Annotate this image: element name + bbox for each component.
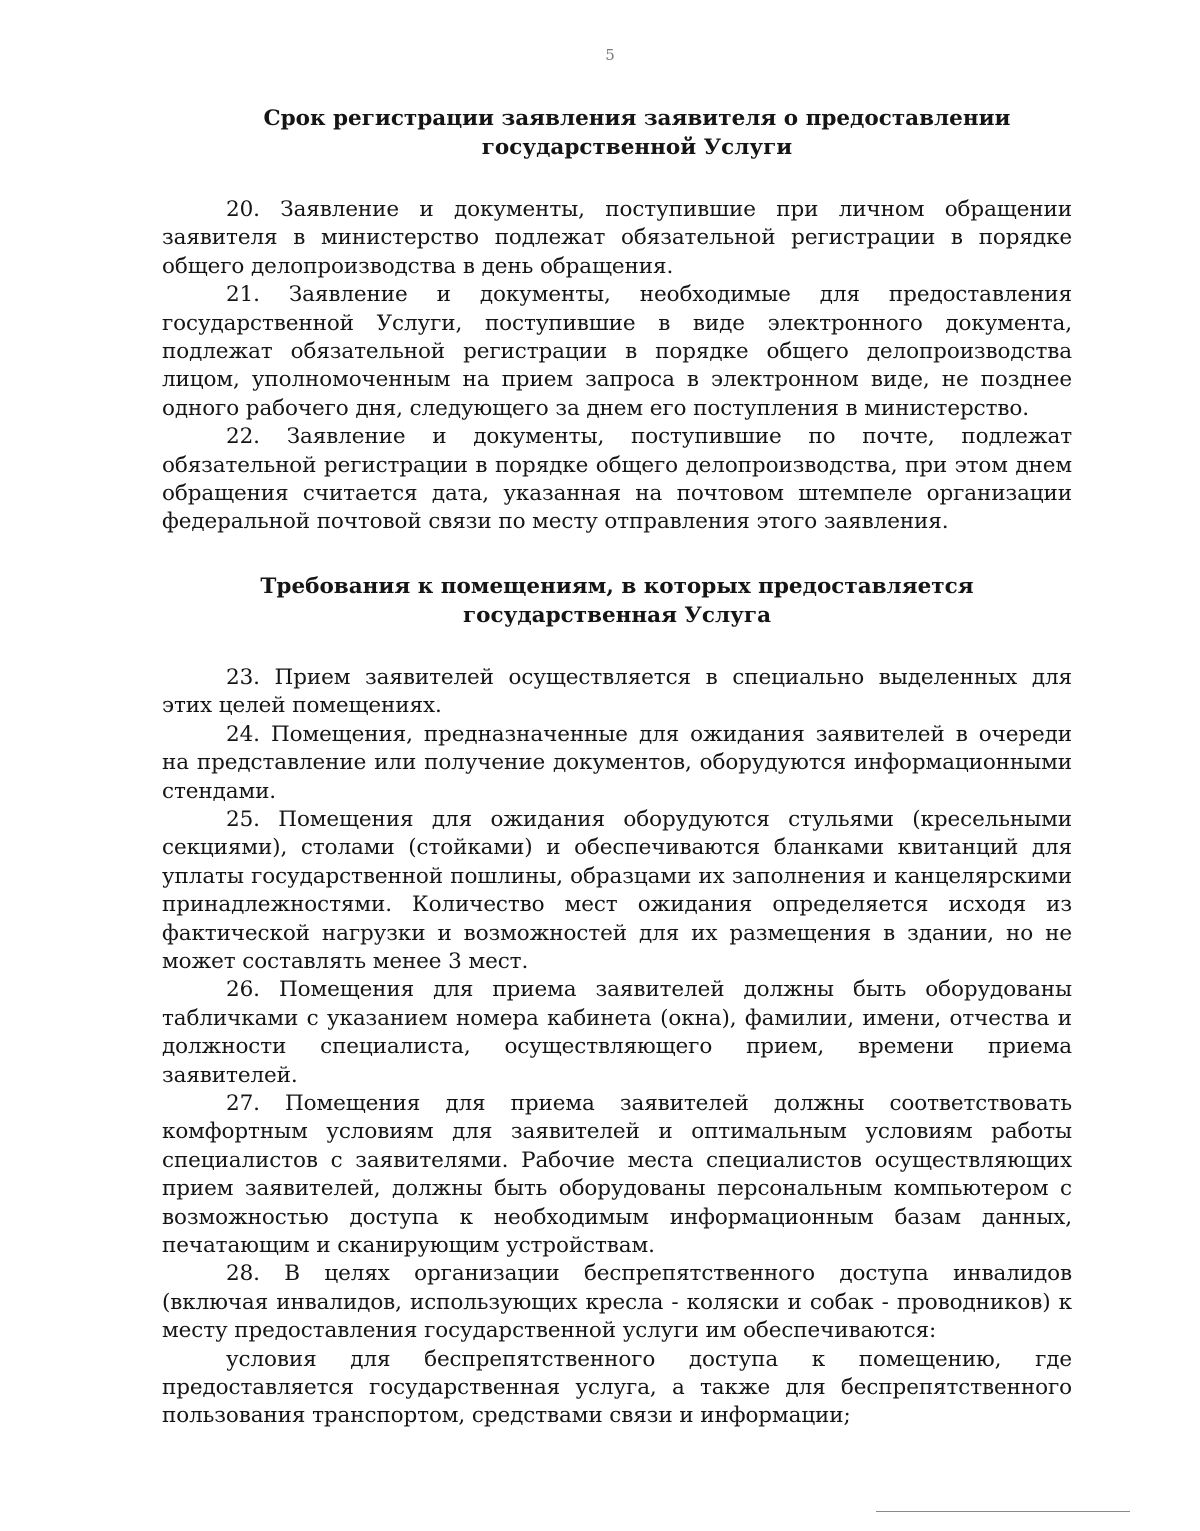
paragraph-22: 22. Заявление и документы, поступившие по почте, подлежат обязательной регистрации в порядке общего делопроизводства, при этом днем обращения считается дата, указанная на почтовом штемпеле организации федеральной почтовой связи по месту отправления этого заявления. — [162, 424, 1072, 535]
document-body — [162, 104, 1072, 1431]
footer-divider — [876, 1511, 1130, 1512]
paragraph-24: 24. Помещения, предназначенные для ожидания заявителей в очереди на представление или получение документов, оборудуются информационными стендами. — [162, 721, 1072, 804]
paragraph-23: 23. Прием заявителей осуществляется в специально выделенных для этих целей помещениях. — [162, 664, 1072, 719]
paragraph-28-item: условия для беспрепятственного доступа к помещению, где предоставляется государственная услуга, а также для беспрепятственного пользования транспортом, средствами связи и информации; — [162, 1346, 1072, 1429]
page-number: 5 — [605, 46, 615, 64]
paragraph-27: 27. Помещения для приема заявителей должны соответствовать комфортным условиям для заявителей и оптимальным условиям работы специалистов с заявителями. Рабочие места специалистов осуществляющих прием заявителей, должны быть оборудованы персональным компьютером с возможностью доступа к необходимым информационным базам данных, печатающим и сканирующим устройствам. — [162, 1090, 1072, 1258]
section-title-premises-requirements: Требования к помещениям, в которых предоставляется государственная Услуга — [260, 573, 974, 628]
paragraph-28: 28. В целях организации беспрепятственного доступа инвалидов (включая инвалидов, использующих кресла - коляски и собак - проводников) к месту предоставления государственной услуги им обеспечиваются: — [162, 1261, 1072, 1344]
paragraph-26: 26. Помещения для приема заявителей должны быть оборудованы табличками с указанием номера кабинета (окна), фамилии, имени, отчества и должности специалиста, осуществляющего прием, времени приема заявителей. — [162, 977, 1072, 1088]
paragraph-20: 20. Заявление и документы, поступившие при личном обращении заявителя в министерство подлежат обязательной регистрации в порядке общего делопроизводства в день обращения. — [162, 197, 1072, 279]
paragraph-21: 21. Заявление и документы, необходимые для предоставления государственной Услуги, поступившие в виде электронного документа, подлежат обязательной регистрации в порядке общего делопроизводства лицом, уполномоченным на прием запроса в электронном виде, не позднее одного рабочего дня, следующего за днем его поступления в министерство. — [162, 282, 1072, 421]
paragraph-25: 25. Помещения для ожидания оборудуются стульями (кресельными секциями), столами (стойками) и обеспечиваются бланками квитанций для уплаты государственной пошлины, образцами их заполнения и канцелярскими принадлежностями. Количество мест ожидания определяется исходя из фактической нагрузки и возможностей для их размещения в здании, но не может составлять менее 3 мест. — [162, 806, 1072, 974]
section-title-registration-term: Срок регистрации заявления заявителя о предоставлении государственной Услуги — [263, 106, 1011, 160]
